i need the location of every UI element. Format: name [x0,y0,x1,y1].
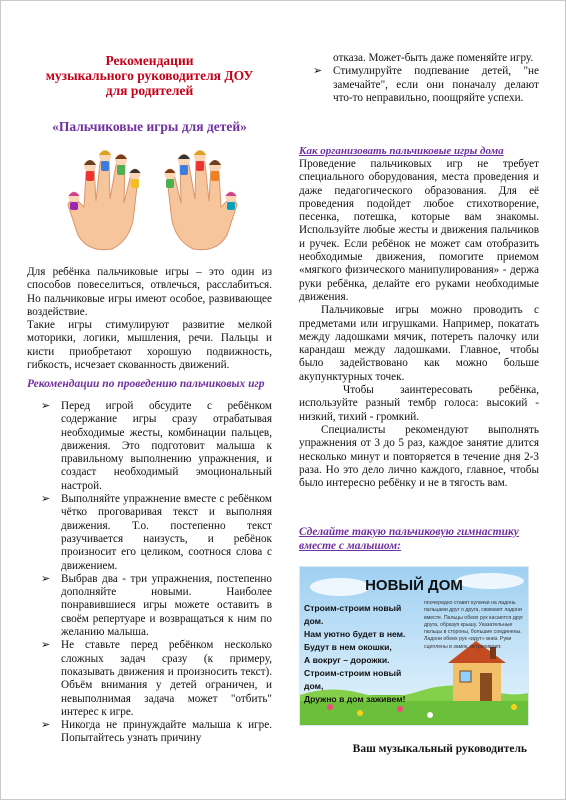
list-item: ➢ Перед игрой обсудите с ребёнком содержание игры сразу отрабатывая необходимые жесты, комбинации пальцев, движения. Это подготовит малыша к правильному выполнению упражнения, и создаст необходимый эмоциональный настрой. [41,400,272,492]
section3-heading: Сделайте такую пальчиковую гимнастику вместе с малышом: [299,526,519,552]
list-item: ➢ Выполняйте упражнение вместе с ребёнком чётко проговаривая текст и выполняя движения. Т.о. постепенно текст разучивается наизусть, и ребёнок произносит его целиком, соотнося слова с движением. [41,493,272,572]
section2-paragraph: Чтобы заинтересовать ребёнка, используйте разный тембр голоса: высокий - низкий, тихий - громкий. [299,384,539,423]
list-item: ➢ Выбрав два - три упражнения, постепенно дополняйте новыми. Наиболее понравившиеся игры можете оставить в своём репертуаре и возвращаться к ним по желанию малыша. [41,572,272,639]
intro-block [27,266,272,372]
picture-instructions: поочередно ставят кулачки на ладонь пальцами друг о друга, сжимают ладони вместе. Пальцы обеих рук касаются друг друга, образуя крышу. Указательные пальцы в стороны, большие соединены. Ладони обеих рук «идут» вниз. Руки сцеплены в замок, встряхивают. [424,600,524,650]
section3 [299,525,539,553]
section2-paragraph: Проведение пальчиковых игр не требует специального оборудования, места проведения и даже педагогического образования. Для её проведения подойдет любое стихотворение, песенка, потешка, которые вам знакомы. Используйте любые жесты и движения пальчиков и ручек. Если ребёнок не может сам отобразить необходимые движения, помогите приемом «мягкого физического манипулирования» - держа руки ребёнка, делайте его руками необходимые движения. [299,158,539,303]
intro-paragraph-1: Для ребёнка пальчиковые игры – это один из способов повеселиться, отвлечься, расслабиться. Но пальчиковые игры имеют особое, развивающее воздействие. [27,266,272,318]
title-line-2: музыкального руководителя ДОУ [45,68,254,83]
section1 [27,378,272,746]
section1-list [27,400,272,746]
arrow-bullet-icon: ➢ [41,639,51,652]
signature: Ваш музыкальный руководитель [352,743,527,755]
section2-paragraph: Пальчиковые игры можно проводить с предметами или игрушками. Например, покатать между ладошками мячик, потереть палочку или карандаш между ладошками. Главное, чтобы было задействовано как можно больше акупунктурных точек. [299,304,539,383]
section2-heading: Как организовать пальчиковые игры дома [299,145,504,157]
arrow-bullet-icon: ➢ [41,400,51,412]
intro-paragraph-2: Такие игры стимулируют развитие мелкой моторики, логики, мышления, речи. Пальцы и кисти приобретают хорошую подвижность, гибкость, исчезает скованность движений. [27,319,272,372]
list-item: ➢ Стимулируйте подпевание детей, "не замечайте", если они поначалу делают что-то неправильно, поощряйте успехи. [313,65,539,104]
picture-poem: Строим-строим новый дом. Нам уютно будет в нем. Будут в нем окошки, А вокруг – дорожки. Строим-строим новый дом, Дружно в дом заживем! [304,603,406,704]
section1-heading: Рекомендации по проведению пальчиковых игр [27,378,265,390]
section2 [299,145,539,490]
picture-title: НОВЫЙ ДОМ [365,577,463,594]
continued-list [299,52,539,105]
list-item: ➢ Не ставьте перед ребёнком несколько сложных задач сразу (к примеру, показывать движения и произносить текст). Объём внимания у детей ограничен, и невыполнимая задача может "отбить" интерес к игре. [41,639,272,718]
new-house-poem-image [299,566,529,726]
page-title [27,53,272,98]
title-line-1: Рекомендации [105,53,194,68]
list-item-continued: отказа. Может-быть даже поменяйте игру. [333,52,534,64]
page-subtitle: «Пальчиковые игры для детей» [52,119,247,134]
list-item: ➢ Никогда не принуждайте малыша к игре. Попытайтесь узнать причину [41,719,272,745]
section2-paragraph: Специалисты рекомендуют выполнять упражнения от 3 до 5 раз, каждое занятие длится несколько минут и повторяется в течение дня 2-3 раза. Но это дело лично каждого, главное, чтобы было интересно ребёнку и не в тягость вам. [299,423,539,490]
arrow-bullet-icon: ➢ [41,572,51,585]
arrow-bullet-icon: ➢ [313,65,323,78]
title-line-3: для родителей [105,83,194,98]
arrow-bullet-icon: ➢ [41,719,51,732]
finger-puppets-hands-image [60,143,245,253]
arrow-bullet-icon: ➢ [41,493,51,506]
right-top-block [299,52,539,105]
